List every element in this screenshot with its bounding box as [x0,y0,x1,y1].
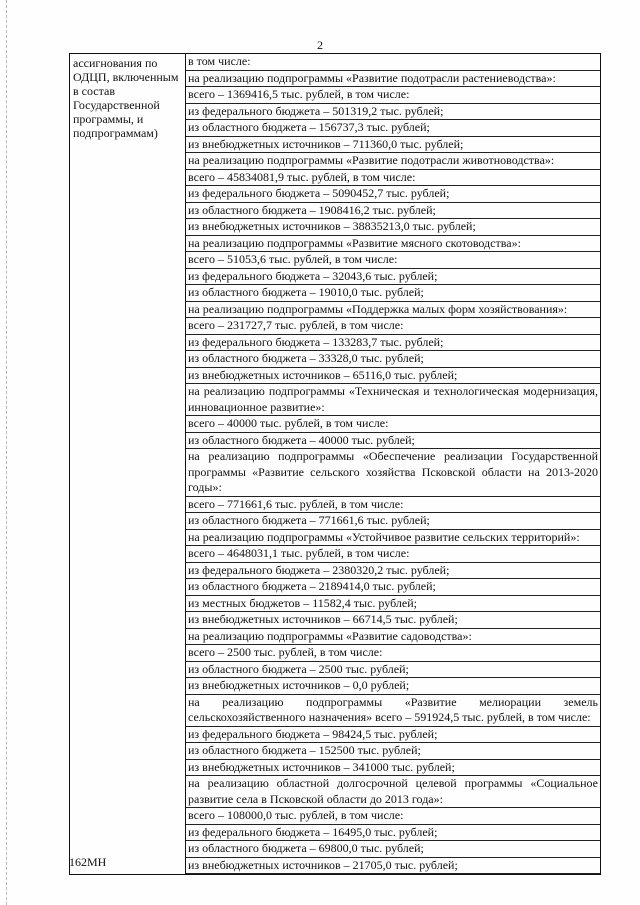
content-line: всего – 2500 тыс. рублей, в том числе: [186,645,600,662]
content-line: из областного бюджета – 19010,0 тыс. рублей; [186,285,600,302]
content-line: из федерального бюджета – 2380320,2 тыс. рублей; [186,563,600,580]
content-line: всего – 4648031,1 тыс. рублей, в том числе: [186,546,600,563]
content-line: из внебюджетных источников – 341000 тыс. рублей; [186,760,600,777]
content-line: на реализацию подпрограммы «Поддержка малых форм хозяйствования»: [186,302,600,319]
content-line: из федерального бюджета – 5090452,7 тыс. рублей; [186,186,600,203]
content-line: всего – 40000 тыс. рублей, в том числе: [186,416,600,433]
content-line: на реализацию подпрограммы «Развитие подотрасли животноводства»: [186,153,600,170]
content-line: на реализацию подпрограммы «Обеспечение реализации Государственной программы «Развитие сельского хозяйства Псковской области на 2013-2020 годы»: [186,449,600,497]
content-line: из федерального бюджета – 501319,2 тыс. рублей; [186,104,600,121]
content-line: всего – 45834081,9 тыс. рублей, в том числе: [186,170,600,187]
content-line: в том числе: [186,54,600,71]
content-line: из внебюджетных источников – 38835213,0 тыс. рублей; [186,219,600,236]
content-line: из областного бюджета – 152500 тыс. рублей; [186,743,600,760]
content-lines [186,54,600,874]
content-line: из областного бюджета – 2500 тыс. рублей; [186,662,600,679]
content-line: из областного бюджета – 2189414,0 тыс. рублей; [186,579,600,596]
row-label-cell [70,54,186,875]
content-line: на реализацию областной долгосрочной целевой программы «Социальное развитие села в Псковской области до 2013 года»: [186,776,600,808]
content-line: всего – 771661,6 тыс. рублей, в том числе: [186,497,600,514]
page-number: 2 [317,38,323,52]
content-line: из федерального бюджета – 98424,5 тыс. рублей; [186,727,600,744]
content-line: на реализацию подпрограммы «Развитие мелиорации земель сельскохозяйственного назначения» всего – 591924,5 тыс. рублей, в том числе: [186,695,600,727]
content-line: из местных бюджетов – 11582,4 тыс. рублей; [186,596,600,613]
row-content-cell [186,54,601,875]
content-line: на реализацию подпрограммы «Развитие мясного скотоводства»: [186,236,600,253]
content-line: всего – 231727,7 тыс. рублей, в том числе: [186,318,600,335]
content-line: из областного бюджета – 33328,0 тыс. рублей; [186,351,600,368]
table-row [70,54,601,875]
content-line: из внебюджетных источников – 0,0 рублей; [186,678,600,695]
content-line: всего – 1369416,5 тыс. рублей, в том числе: [186,87,600,104]
content-line: из областного бюджета – 40000 тыс. рублей; [186,433,600,450]
content-line: из федерального бюджета – 32043,6 тыс. рублей; [186,269,600,286]
content-line: на реализацию подпрограммы «Развитие подотрасли растениеводства»: [186,71,600,88]
content-line: на реализацию подпрограммы «Устойчивое развитие сельских территорий»: [186,530,600,547]
content-line: всего – 51053,6 тыс. рублей, в том числе: [186,252,600,269]
content-line: из областного бюджета – 156737,3 тыс. рублей; [186,120,600,137]
content-line: на реализацию подпрограммы «Техническая и технологическая модернизация, инновационное развитие»: [186,384,600,416]
content-line: из федерального бюджета – 133283,7 тыс. рублей; [186,335,600,352]
content-line: из внебюджетных источников – 66714,5 тыс. рублей; [186,612,600,629]
scan-edge-line [6,0,8,905]
content-line: из внебюджетных источников – 65116,0 тыс. рублей; [186,368,600,385]
row-label-text: ассигнования по ОДЦП, включенным в состав Государственной программы, и подпрограммам) [73,56,179,140]
document-code: 162МН [69,855,107,869]
content-line: из внебюджетных источников – 711360,0 тыс. рублей; [186,137,600,154]
content-line: из областного бюджета – 1908416,2 тыс. рублей; [186,203,600,220]
content-line: из внебюджетных источников – 21705,0 тыс. рублей; [186,858,600,875]
content-line: из областного бюджета – 771661,6 тыс. рублей; [186,513,600,530]
content-line: из областного бюджета – 69800,0 тыс. рублей; [186,841,600,858]
content-line: на реализацию подпрограммы «Развитие садоводства»: [186,629,600,646]
content-line: всего – 108000,0 тыс. рублей, в том числе: [186,808,600,825]
passport-table [69,53,601,875]
content-line: из федерального бюджета – 16495,0 тыс. рублей; [186,825,600,842]
